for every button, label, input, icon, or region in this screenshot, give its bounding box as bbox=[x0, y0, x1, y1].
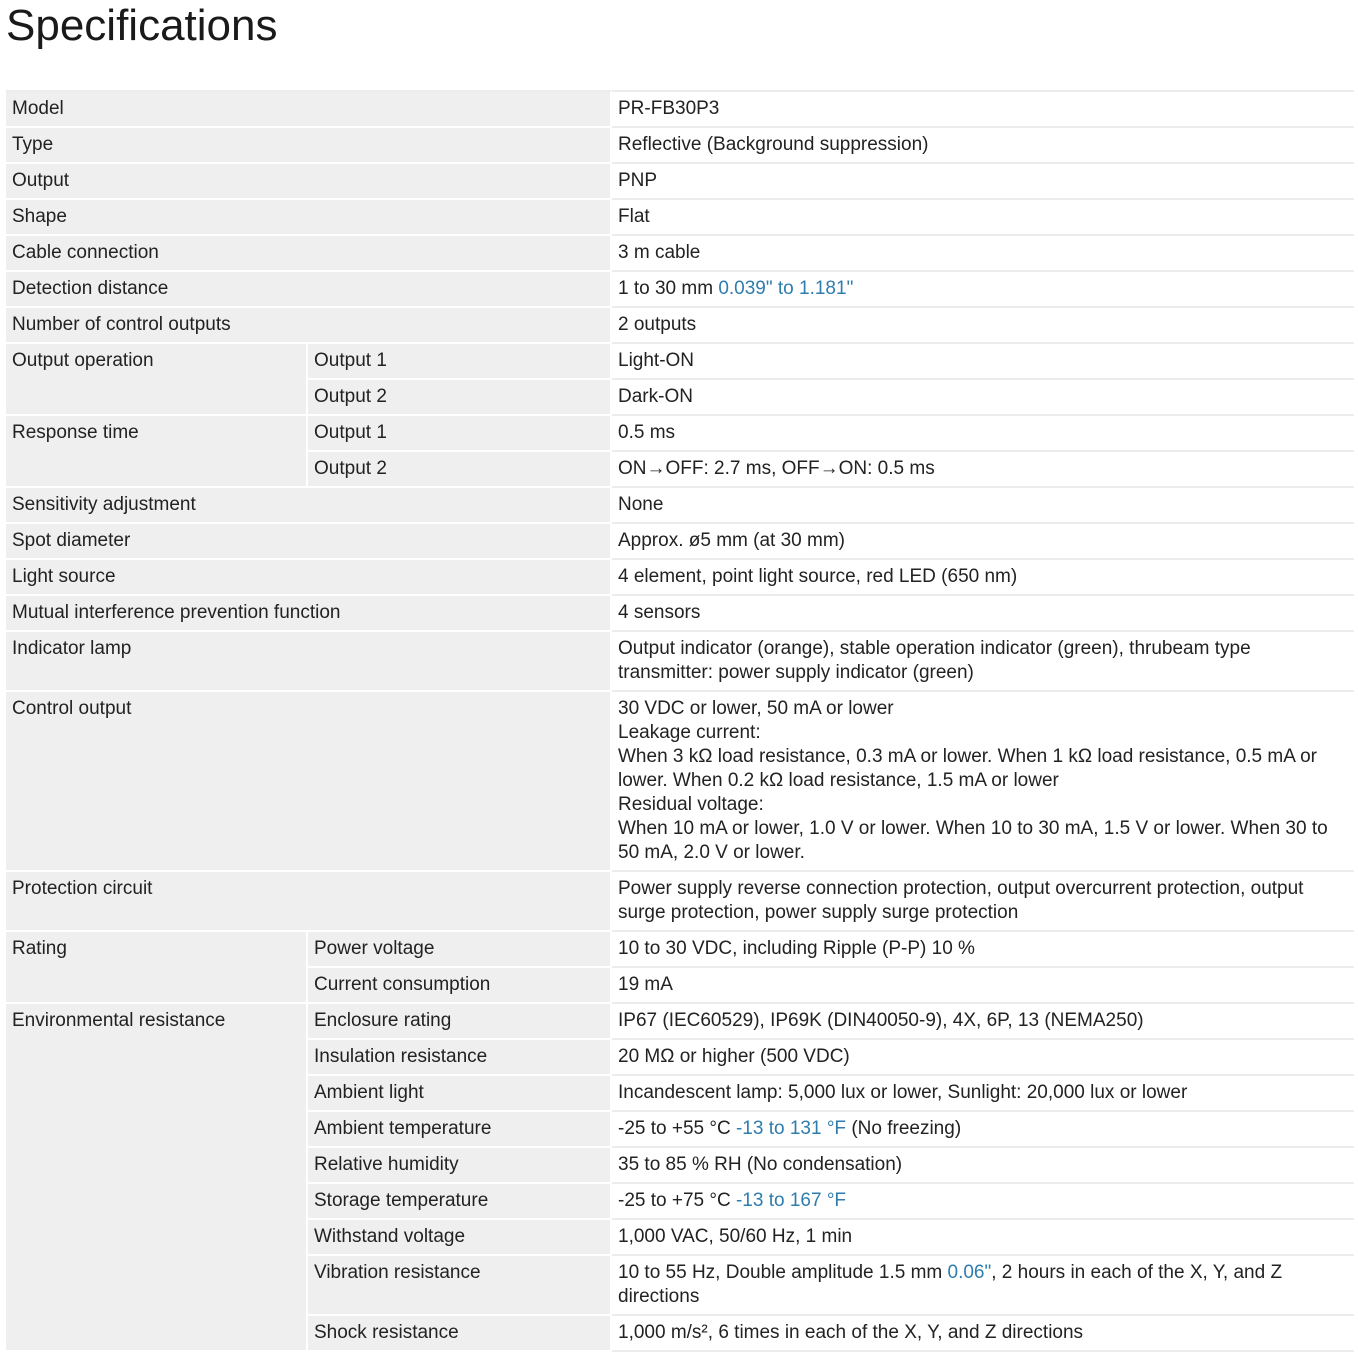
row-value: Output indicator (orange), stable operation indicator (green), thrubeam type transmitter: power supply indicator (green) bbox=[612, 632, 1354, 692]
value-line: 30 VDC or lower, 50 mA or lower bbox=[618, 698, 894, 719]
row-label: Type bbox=[6, 128, 612, 164]
row-value: Flat bbox=[612, 200, 1354, 236]
row-value: 19 mA bbox=[612, 968, 1354, 1004]
row-value: ON→OFF: 2.7 ms, OFF→ON: 0.5 ms bbox=[612, 452, 1354, 488]
table-row bbox=[6, 488, 1354, 524]
row-value bbox=[612, 1256, 1354, 1316]
value-text: 10 to 55 Hz, Double amplitude 1.5 mm bbox=[618, 1262, 943, 1283]
table-row bbox=[6, 524, 1354, 560]
row-label: Mutual interference prevention function bbox=[6, 596, 612, 632]
row-label: Response time bbox=[6, 416, 308, 488]
row-value: Dark-ON bbox=[612, 380, 1354, 416]
value-line: When 10 mA or lower, 1.0 V or lower. When 10 to 30 mA, 1.5 V or lower. When 30 to 50 mA, 2.0 V or lower. bbox=[618, 818, 1328, 863]
row-value bbox=[612, 692, 1354, 872]
value-text: -25 to +55 °C bbox=[618, 1118, 731, 1139]
row-value: PNP bbox=[612, 164, 1354, 200]
row-label: Rating bbox=[6, 932, 308, 1004]
row-sublabel: Current consumption bbox=[308, 968, 612, 1004]
table-row bbox=[6, 872, 1354, 932]
page-title: Specifications bbox=[6, 1, 278, 50]
row-value: 20 MΩ or higher (500 VDC) bbox=[612, 1040, 1354, 1076]
table-row bbox=[6, 164, 1354, 200]
row-value: 35 to 85 % RH (No condensation) bbox=[612, 1148, 1354, 1184]
row-label: Control output bbox=[6, 692, 612, 872]
row-value: 0.5 ms bbox=[612, 416, 1354, 452]
table-row bbox=[6, 200, 1354, 236]
row-sublabel: Storage temperature bbox=[308, 1184, 612, 1220]
row-label: Indicator lamp bbox=[6, 632, 612, 692]
row-label: Detection distance bbox=[6, 272, 612, 308]
row-sublabel: Output 1 bbox=[308, 416, 612, 452]
row-value: 4 element, point light source, red LED (650 nm) bbox=[612, 560, 1354, 596]
table-row bbox=[6, 632, 1354, 692]
row-label: Number of control outputs bbox=[6, 308, 612, 344]
row-sublabel: Shock resistance bbox=[308, 1316, 612, 1352]
specifications-table bbox=[6, 90, 1354, 1352]
table-row bbox=[6, 932, 1354, 968]
row-label: Protection circuit bbox=[6, 872, 612, 932]
row-value: Reflective (Background suppression) bbox=[612, 128, 1354, 164]
value-suffix: (No freezing) bbox=[851, 1118, 962, 1139]
row-sublabel: Output 2 bbox=[308, 452, 612, 488]
row-sublabel: Power voltage bbox=[308, 932, 612, 968]
row-value: 4 sensors bbox=[612, 596, 1354, 632]
table-row bbox=[6, 308, 1354, 344]
row-value: Approx. ø5 mm (at 30 mm) bbox=[612, 524, 1354, 560]
row-label: Spot diameter bbox=[6, 524, 612, 560]
row-value: 1,000 VAC, 50/60 Hz, 1 min bbox=[612, 1220, 1354, 1256]
value-line: When 3 kΩ load resistance, 0.3 mA or lower. When 1 kΩ load resistance, 0.5 mA or lower. When 0.2 kΩ load resistance, 1.5 mA or lower bbox=[618, 746, 1318, 791]
value-line: Leakage current: bbox=[618, 722, 761, 743]
table-row bbox=[6, 272, 1354, 308]
row-label: Shape bbox=[6, 200, 612, 236]
row-sublabel: Relative humidity bbox=[308, 1148, 612, 1184]
unit-conversion-text: -13 to 131 °F bbox=[735, 1118, 847, 1139]
row-label: Sensitivity adjustment bbox=[6, 488, 612, 524]
row-sublabel: Output 1 bbox=[308, 344, 612, 380]
row-label: Model bbox=[6, 90, 612, 128]
row-sublabel: Output 2 bbox=[308, 380, 612, 416]
row-sublabel: Insulation resistance bbox=[308, 1040, 612, 1076]
table-row bbox=[6, 692, 1354, 872]
row-label: Cable connection bbox=[6, 236, 612, 272]
value-suffix: , 2 hours in each of the X, Y, and Z directions bbox=[618, 1262, 1283, 1307]
row-value: None bbox=[612, 488, 1354, 524]
row-value: 2 outputs bbox=[612, 308, 1354, 344]
row-label: Light source bbox=[6, 560, 612, 596]
value-text: -25 to +75 °C bbox=[618, 1190, 731, 1211]
row-label: Output operation bbox=[6, 344, 308, 416]
row-sublabel: Ambient temperature bbox=[308, 1112, 612, 1148]
value-line: Residual voltage: bbox=[618, 794, 764, 815]
table-row bbox=[6, 90, 1354, 128]
table-row bbox=[6, 596, 1354, 632]
row-value: IP67 (IEC60529), IP69K (DIN40050-9), 4X, 6P, 13 (NEMA250) bbox=[612, 1004, 1354, 1040]
row-value: Incandescent lamp: 5,000 lux or lower, Sunlight: 20,000 lux or lower bbox=[612, 1076, 1354, 1112]
row-label: Output bbox=[6, 164, 612, 200]
table-row bbox=[6, 344, 1354, 380]
table-row bbox=[6, 236, 1354, 272]
unit-conversion-text: 0.039" to 1.181" bbox=[718, 278, 854, 299]
row-label: Environmental resistance bbox=[6, 1004, 308, 1352]
unit-conversion-text: -13 to 167 °F bbox=[735, 1190, 847, 1211]
row-value: 10 to 30 VDC, including Ripple (P-P) 10 % bbox=[612, 932, 1354, 968]
row-value bbox=[612, 1184, 1354, 1220]
table-row bbox=[6, 128, 1354, 164]
row-value: 3 m cable bbox=[612, 236, 1354, 272]
row-value: PR-FB30P3 bbox=[612, 90, 1354, 128]
row-value: Power supply reverse connection protection, output overcurrent protection, output surge protection, power supply surge protection bbox=[612, 872, 1354, 932]
row-value bbox=[612, 1112, 1354, 1148]
row-sublabel: Vibration resistance bbox=[308, 1256, 612, 1316]
row-value bbox=[612, 272, 1354, 308]
table-row bbox=[6, 416, 1354, 452]
row-sublabel: Withstand voltage bbox=[308, 1220, 612, 1256]
table-row bbox=[6, 560, 1354, 596]
row-value: Light-ON bbox=[612, 344, 1354, 380]
row-value: 1,000 m/s², 6 times in each of the X, Y, and Z directions bbox=[612, 1316, 1354, 1352]
row-sublabel: Enclosure rating bbox=[308, 1004, 612, 1040]
value-text: 1 to 30 mm bbox=[618, 278, 714, 299]
row-sublabel: Ambient light bbox=[308, 1076, 612, 1112]
unit-conversion-text: 0.06" bbox=[947, 1262, 992, 1283]
table-row bbox=[6, 1004, 1354, 1040]
